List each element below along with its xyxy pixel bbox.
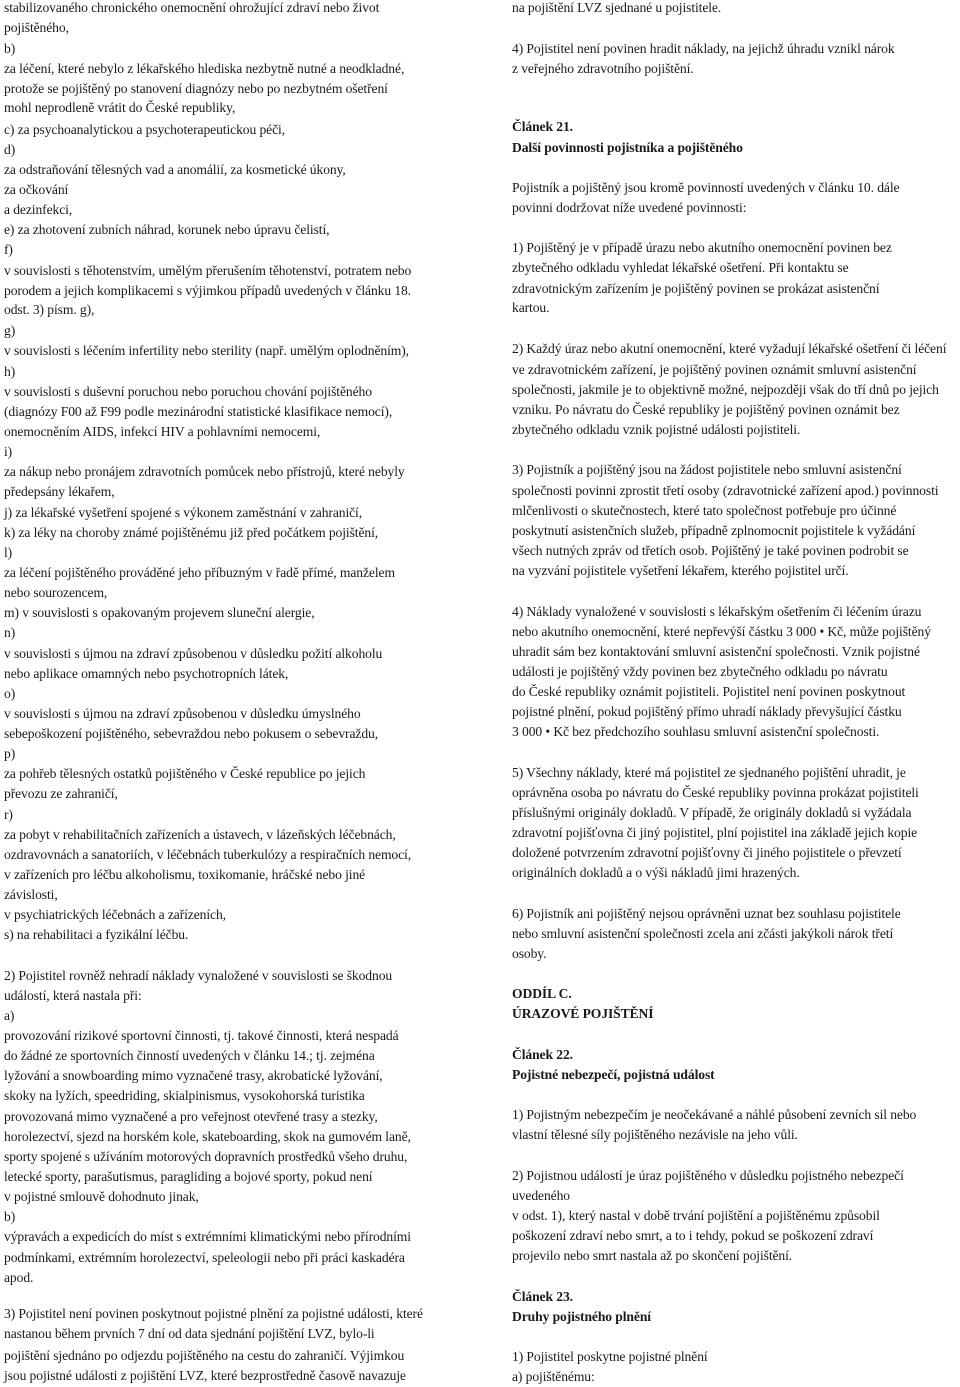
text-line: zdravotnickým zařízením je pojištěný povinen se prokázat asistenční	[512, 281, 880, 296]
text-line: nebo smluvní asistenční společnosti zcela ani zčásti jakýkoli nárok třetí	[512, 926, 894, 941]
text-line: nebo aplikace omamných nebo psychotropních látek,	[4, 666, 289, 681]
text-line: předepsány lékařem,	[4, 484, 115, 499]
text-line: horolezectví, sjezd na horském kole, skateboarding, skok na gumovém laně,	[4, 1129, 411, 1144]
text-line: pojistné plnění, pokud pojištěný přímo uhradí náklady převyšující částku	[512, 704, 902, 719]
text-line: n)	[4, 625, 16, 640]
article-heading: Článek 23.	[512, 1289, 573, 1304]
text-line: 4) Pojistitel není povinen hradit náklady, na jejichž úhradu vznikl nárok	[512, 41, 895, 56]
text-line: mohl neprodleně vrátit do České republiky,	[4, 100, 236, 115]
text-line: f)	[4, 242, 13, 257]
text-line: 2) Každý úraz nebo akutní onemocnění, které vyžadují lékařské ošetření či léčení	[512, 341, 947, 356]
text-line: poskytnutí asistenčních služeb, případně zplnomocnit pojistitele k vyžádání	[512, 523, 916, 538]
text-line: v souvislosti s újmou na zdraví způsobenou v důsledku požití alkoholu	[4, 646, 383, 661]
text-line: 1) Pojistným nebezpečím je neočekávané a náhlé působení zevních sil nebo	[512, 1107, 917, 1122]
text-line: oprávněna osoba po návratu do České republiky povinna prokázat pojistiteli	[512, 785, 919, 800]
text-line: nebo sourozencem,	[4, 585, 108, 600]
text-line: r)	[4, 807, 13, 822]
text-line: a)	[4, 1008, 15, 1023]
text-line: za očkování	[4, 182, 69, 197]
text-line: provozování rizikové sportovní činnosti, tj. takové činnosti, která nespadá	[4, 1028, 399, 1043]
text-line: vlastní tělesné síly pojištěného nezávisle na jeho vůli.	[512, 1127, 798, 1142]
text-line: podmínkami, extrémním horolezectví, speleologii nebo při práci kaskadéra	[4, 1250, 405, 1265]
text-line: k) za léky na choroby známé pojištěnému již před počátkem pojištění,	[4, 525, 379, 540]
text-line: za léčení, které nebylo z lékařského hlediska nezbytně nutné a neodkladné,	[4, 61, 405, 76]
text-line: výpravách a expedicích do míst s extrémními klimatickými nebo přírodními	[4, 1229, 411, 1244]
text-line: ve zdravotnickém zařízení, je pojištěný povinen oznámit smluvní asistenční	[512, 362, 917, 377]
text-line: 6) Pojistník ani pojištěný nejsou oprávněni uznat bez souhlasu pojistitele	[512, 906, 901, 921]
text-line: v odst. 1), který nastal v době trvání pojištění a pojištěnému způsobil	[512, 1208, 880, 1223]
text-line: skoky na lyžích, speedriding, skialpinismus, vysokohorská turistika	[4, 1088, 365, 1103]
text-line: projevilo nebo smrt nastala až po skončení pojištění.	[512, 1248, 793, 1263]
text-line: v psychiatrických léčebnách a zařízeních,	[4, 907, 226, 922]
text-line: letecké sporty, parašutismus, paragliding a bojové sporty, pokud není	[4, 1169, 373, 1184]
text-line: za pohřeb tělesných ostatků pojištěného v České republice po jejich	[4, 766, 366, 781]
text-line: uvedeného	[512, 1188, 570, 1203]
text-line: g)	[4, 323, 16, 338]
text-line: událostí, která nastala při:	[4, 988, 142, 1003]
text-line: d)	[4, 142, 16, 157]
text-line: a) pojištěnému:	[512, 1369, 595, 1384]
text-line: zdravotní pojišťovna či jiný pojistitel, plní pojistitel ina základě jejich kopie	[512, 825, 918, 840]
text-line: originálních dokladů a o výši nákladů jimi hrazených.	[512, 865, 800, 880]
text-line: l)	[4, 545, 13, 560]
text-line: převozu ze zahraničí,	[4, 786, 118, 801]
text-line: e) za zhotovení zubních náhrad, korunek nebo úpravu čelistí,	[4, 222, 330, 237]
text-line: pojištění sjednáno po odjezdu pojištěného na cestu do zahraničí. Výjimkou	[4, 1348, 405, 1363]
text-line: příslušnými originály dokladů. V případě, že originály dokladů si vyžádala	[512, 805, 912, 820]
article-heading: Článek 22.	[512, 1047, 573, 1062]
text-line: povinni dodržovat níže uvedené povinnosti:	[512, 200, 747, 215]
text-line: v souvislosti s újmou na zdraví způsobenou v důsledku úmyslného	[4, 706, 361, 721]
text-line: události je pojištěný vždy povinen bez zbytečného odkladu po návratu	[512, 664, 888, 679]
text-line: 2) Pojistitel rovněž nehradí náklady vynaložené v souvislosti se škodnou	[4, 968, 393, 983]
text-line: do žádné ze sportovních činností uvedených v článku 14.; tj. zejména	[4, 1048, 375, 1063]
text-line: 2) Pojistnou událostí je úraz pojištěného v důsledku pojistného nebezpečí	[512, 1168, 904, 1183]
text-line: 5) Všechny náklady, které má pojistitel ze sjednaného pojištění uhradit, je	[512, 765, 906, 780]
text-line: sebepoškození pojištěného, sebevraždou nebo pokusem o sebevraždu,	[4, 726, 379, 741]
text-line: ozdravovnách a sanatoriích, v léčebnách tuberkulózy a respiračních nemocí,	[4, 847, 412, 862]
text-line: kartou.	[512, 300, 550, 315]
text-line: stabilizovaného chronického onemocnění ohrožující zdraví nebo život	[4, 0, 380, 15]
section-title: ÚRAZOVÉ POJIŠTĚNÍ	[512, 1006, 654, 1021]
text-line: odst. 3) písm. g),	[4, 302, 95, 317]
text-line: v pojistné smlouvě dohodnuto jinak,	[4, 1189, 199, 1204]
text-line: b)	[4, 41, 16, 56]
text-line: j) za lékařské vyšetření spojené s výkonem zaměstnání v zahraničí,	[4, 505, 363, 520]
text-line: osoby.	[512, 946, 547, 961]
text-line: nastanou během prvních 7 dní od data sjednání pojištění LVZ, bylo-li	[4, 1326, 375, 1341]
section-heading: ODDÍL C.	[512, 986, 572, 1001]
text-line: provozovaná mimo vyznačené a pro veřejnost otevřené trasy a stezky,	[4, 1109, 378, 1124]
text-line: h)	[4, 364, 16, 379]
text-line: nebo akutního onemocnění, které nepřevýší částku 3 000 • Kč, může pojištěný	[512, 624, 931, 639]
text-line: mlčenlivosti o skutečnostech, které tato společnost potřebuje pro účinné	[512, 503, 897, 518]
text-line: za odstraňování tělesných vad a anomálií, za kosmetické úkony,	[4, 162, 346, 177]
text-line: s) na rehabilitaci a fyzikální léčbu.	[4, 927, 189, 942]
text-line: v souvislosti s těhotenstvím, umělým přerušením těhotenství, potratem nebo	[4, 263, 412, 278]
text-line: jsou pojistné události z pojištění LVZ, které bezprostředně časově navazuje	[4, 1368, 406, 1383]
text-line: závislosti,	[4, 887, 58, 902]
article-title: Další povinnosti pojistníka a pojištěného	[512, 140, 743, 155]
text-line: onemocněním AIDS, infekcí HIV a pohlavními nemocemi,	[4, 424, 321, 439]
text-line: doložené potvrzením zdravotní pojišťovny či jiného pojistitele o převzetí	[512, 845, 902, 860]
text-line: c) za psychoanalytickou a psychoterapeutickou péči,	[4, 122, 286, 137]
article-title: Druhy pojistného plnění	[512, 1309, 651, 1324]
text-line: na pojištění LVZ sjednané u pojistitele.	[512, 0, 722, 15]
text-line: pojištěného,	[4, 20, 69, 35]
text-line: apod.	[4, 1270, 34, 1285]
article-heading: Článek 21.	[512, 119, 573, 134]
text-line: zbytečného odkladu vyhledat lékařské ošetření. Při kontaktu se	[512, 260, 849, 275]
text-line: za léčení pojištěného prováděné jeho příbuzným v řadě přímé, manželem	[4, 565, 395, 580]
text-line: v zařízeních pro léčbu alkoholismu, toxikomanie, hráčské nebo jiné	[4, 867, 366, 882]
text-line: na vyzvání pojistitele vyšetření lékařem, kterého pojistitel určí.	[512, 563, 849, 578]
text-line: za nákup nebo pronájem zdravotních pomůcek nebo přístrojů, které nebyly	[4, 464, 405, 479]
text-line: i)	[4, 444, 13, 459]
text-line: 1) Pojištěný je v případě úrazu nebo akutního onemocnění povinen bez	[512, 240, 892, 255]
text-line: zbytečného odkladu vznik pojistné události pojistiteli.	[512, 422, 801, 437]
text-line: společnosti povinni zprostit třetí osoby (zdravotnické zařízení apod.) povinnosti	[512, 483, 939, 498]
text-line: vzniku. Po návratu do České republiky je pojištěný povinen oznámit bez	[512, 402, 900, 417]
text-line: lyžování a snowboarding mimo vyznačené trasy, akrobatické lyžování,	[4, 1068, 383, 1083]
text-line: a dezinfekci,	[4, 202, 73, 217]
text-line: z veřejného zdravotního pojištění.	[512, 61, 694, 76]
text-line: do České republiky oznámit pojistiteli. Pojistitel není povinen poskytnout	[512, 684, 906, 699]
text-line: (diagnózy F00 až F99 podle mezinárodní statistické klasifikace nemocí),	[4, 404, 393, 419]
text-line: 3 000 • Kč bez předchozího souhlasu smluvní asistenční společnosti.	[512, 724, 880, 739]
text-line: p)	[4, 746, 16, 761]
text-line: m) v souvislosti s opakovaným projevem sluneční alergie,	[4, 605, 315, 620]
text-line: o)	[4, 686, 16, 701]
text-line: poškození zdraví nebo smrt, a to i tehdy, pokud se poškození zdraví	[512, 1228, 874, 1243]
text-line: v souvislosti s duševní poruchou nebo poruchou chování pojištěného	[4, 384, 372, 399]
text-line: Pojistník a pojištěný jsou kromě povinností uvedených v článku 10. dále	[512, 180, 900, 195]
text-line: 3) Pojistník a pojištěný jsou na žádost pojistitele nebo smluvní asistenční	[512, 462, 902, 477]
text-line: sporty spojené s užíváním motorových dopravních prostředků všeho druhu,	[4, 1149, 408, 1164]
article-title: Pojistné nebezpečí, pojistná událost	[512, 1067, 715, 1082]
text-line: v souvislosti s léčením infertility nebo sterility (např. umělým oplodněním),	[4, 343, 409, 358]
text-line: 3) Pojistitel není povinen poskytnout pojistné plnění za pojistné události, které	[4, 1306, 423, 1321]
text-line: všech nutných zpráv od třetích osob. Pojištěný je také povinen podrobit se	[512, 543, 909, 558]
text-line: uhradit sám bez kontaktování smluvní asistenční společnosti. Vznik pojistné	[512, 644, 920, 659]
text-line: 1) Pojistitel poskytne pojistné plnění	[512, 1349, 708, 1364]
text-line: 4) Náklady vynaložené v souvislosti s lékařským ošetřením či léčením úrazu	[512, 604, 922, 619]
text-line: za pobyt v rehabilitačních zařízeních a ústavech, v lázeňských léčebnách,	[4, 827, 396, 842]
text-line: protože se pojištěný po stanovení diagnózy nebo po nezbytném ošetření	[4, 81, 388, 96]
text-line: společnosti, jakmile je to objektivně možné, nejpozději však do tří dnů po jejich	[512, 382, 939, 397]
text-line: porodem a jejich komplikacemi s výjimkou případů uvedených v článku 18.	[4, 283, 412, 298]
text-line: b)	[4, 1209, 16, 1224]
